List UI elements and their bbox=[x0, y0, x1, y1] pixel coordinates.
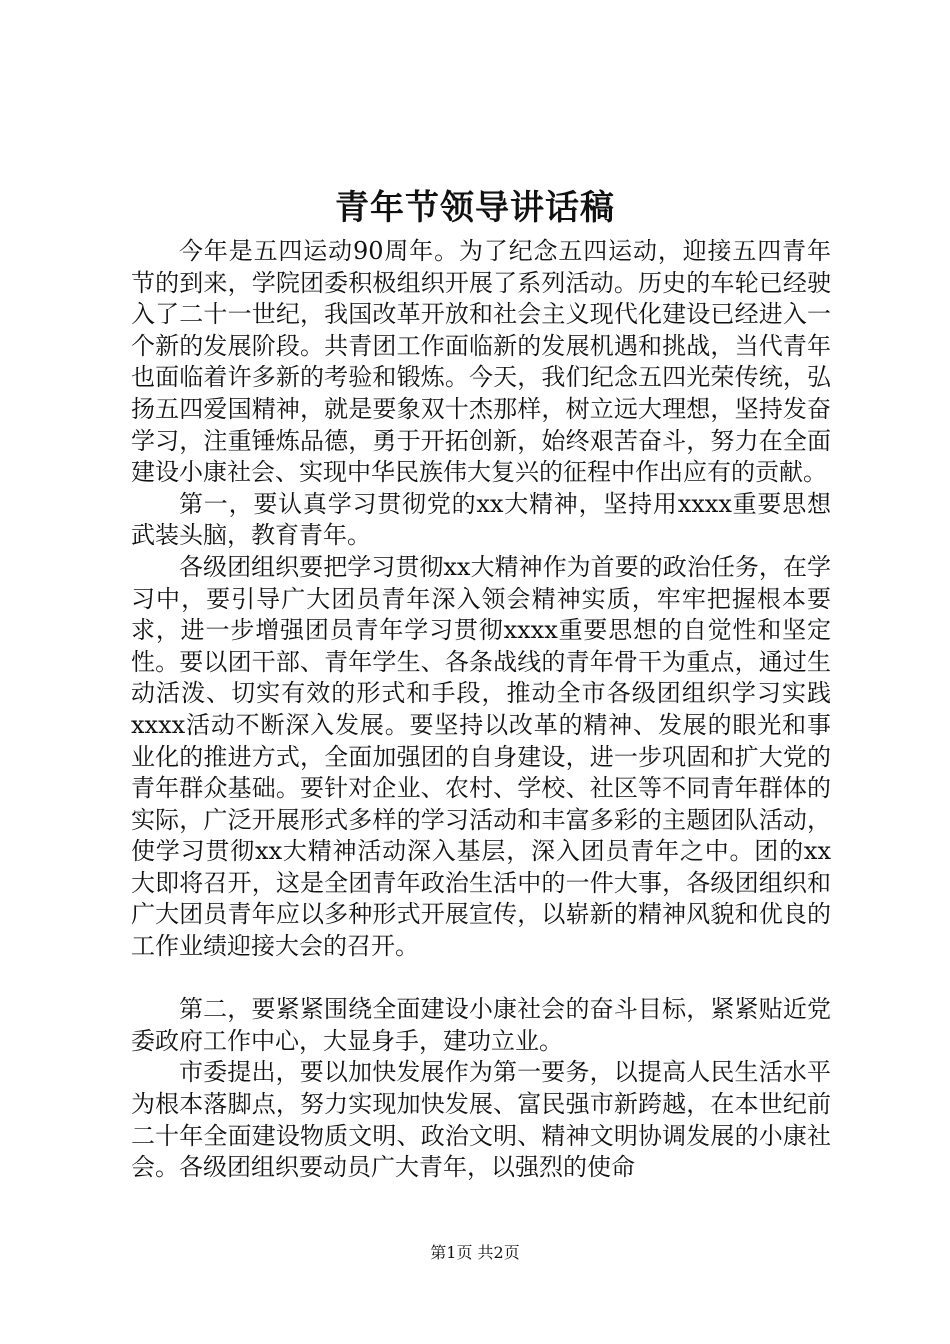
document-title: 青年节领导讲话稿 bbox=[335, 188, 615, 228]
paragraph-intro: 今年是五四运动90周年。为了纪念五四运动，迎接五四青年节的到来，学院团委积极组织开展了系列活动。历史的车轮已经驶入了二十一世纪，我国改革开放和社会主义现代化建设已经进入一个新的发展阶段。共青团工作面临新的发展机遇和挑战，当代青年也面临着许多新的考验和锻炼。今天，我们纪念五四光荣传统，弘扬五四爱国精神，就是要象双十杰那样，树立远大理想，坚持发奋学习，注重锤炼品德，勇于开拓创新，始终艰苦奋斗，努力在全面建设小康社会、实现中华民族伟大复兴的征程中作出应有的贡献。 bbox=[131, 237, 831, 487]
paragraph-point-two-body: 市委提出，要以加快发展作为第一要务，以提高人民生活水平为根本落脚点，努力实现加快发展、富民强市新跨越，在本世纪前二十年全面建设物质文明、政治文明、精神文明协调发展的小康社会。各级团组织要动员广大青年，以强烈的使命 bbox=[131, 1058, 831, 1182]
page-number-footer: 第1页 共2页 bbox=[430, 1243, 520, 1262]
paragraph-point-one-body: 各级团组织要把学习贯彻xx大精神作为首要的政治任务，在学习中，要引导广大团员青年深入领会精神实质，牢牢把握根本要求，进一步增强团员青年学习贯彻xxxx重要思想的自觉性和坚定性。要以团干部、青年学生、各条战线的青年骨干为重点，通过生动活泼、切实有效的形式和手段，推动全市各级团组织学习实践xxxx活动不断深入发展。要坚持以改革的精神、发展的眼光和事业化的推进方式，全面加强团的自身建设，进一步巩固和扩大党的青年群众基础。要针对企业、农村、学校、社区等不同青年群体的实际，广泛开展形式多样的学习活动和丰富多彩的主题团队活动，使学习贯彻xx大精神活动深入基层，深入团员青年之中。团的xx大即将召开，这是全团青年政治生活中的一件大事，各级团组织和广大团员青年应以多种形式开展宣传，以崭新的精神风貌和优良的工作业绩迎接大会的召开。 bbox=[131, 552, 831, 961]
paragraph-point-one-heading: 第一，要认真学习贯彻党的xx大精神，坚持用xxxx重要思想武装头脑，教育青年。 bbox=[131, 489, 831, 550]
document-body bbox=[131, 236, 831, 1184]
paragraph-point-two-heading: 第二，要紧紧围绕全面建设小康社会的奋斗目标，紧紧贴近党委政府工作中心，大显身手，建功立业。 bbox=[131, 995, 831, 1055]
